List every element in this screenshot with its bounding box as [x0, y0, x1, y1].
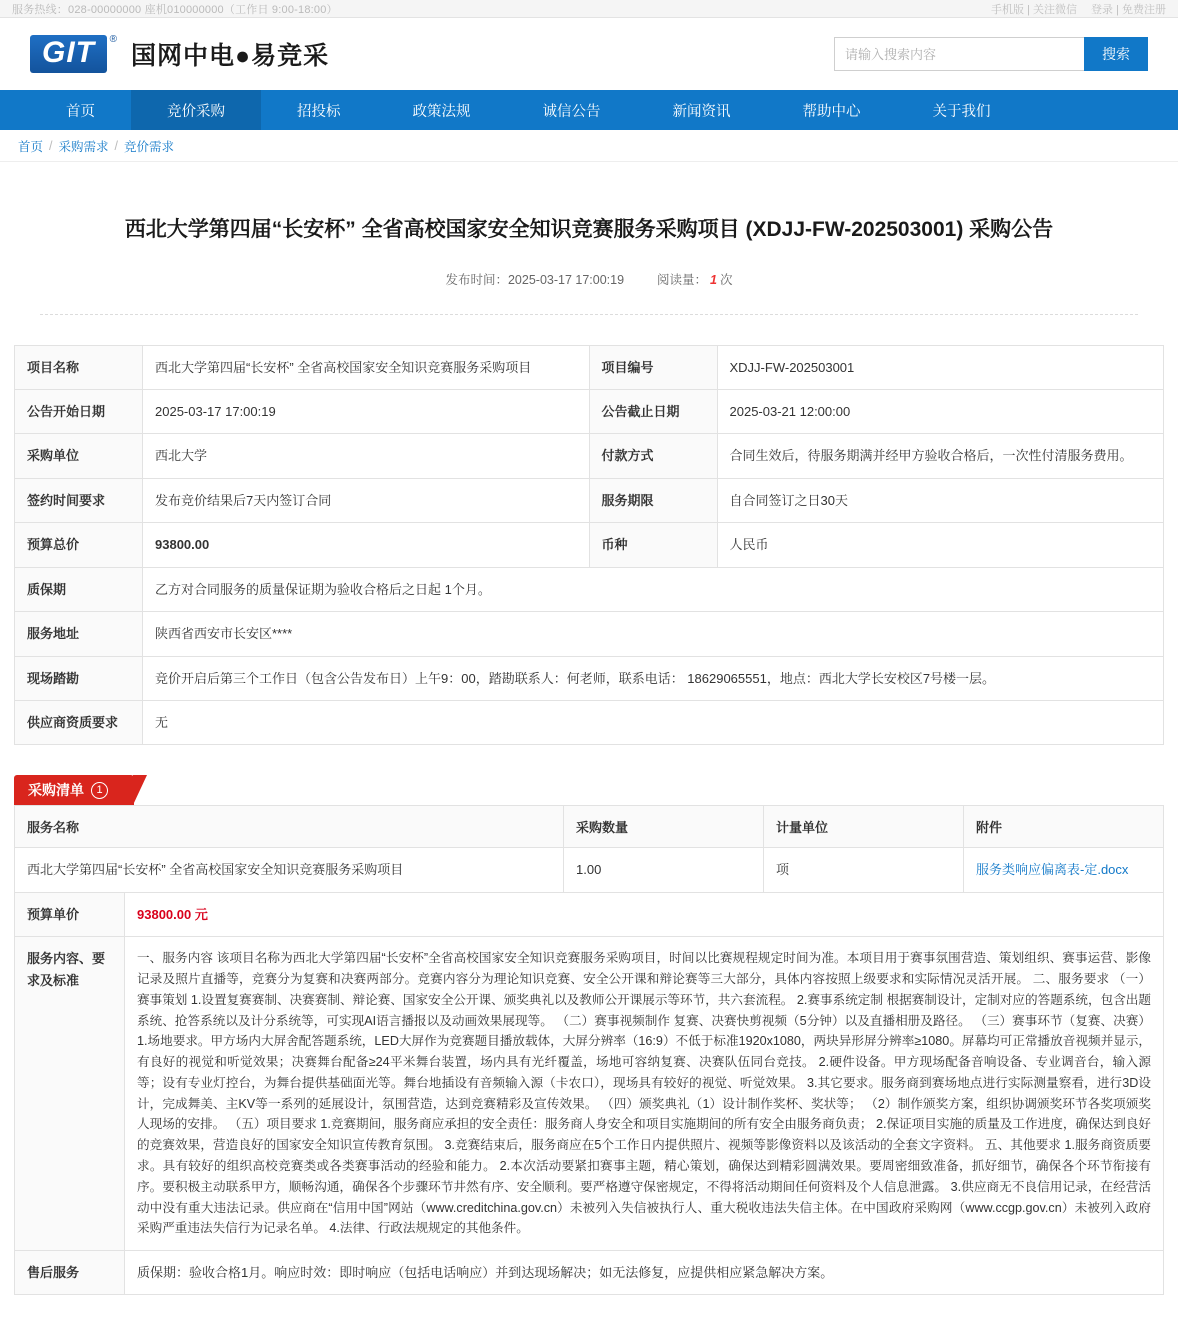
table-row — [15, 434, 1164, 478]
value-budget-unit-price: 93800.00 元 — [125, 892, 1164, 936]
label-payment-method: 付款方式 — [589, 434, 717, 478]
cell-quantity: 1.00 — [564, 848, 764, 892]
announcement-card — [0, 162, 1178, 315]
value-service-period: 自合同签订之日30天 — [717, 478, 1164, 522]
nav-item-help[interactable]: 帮助中心 — [802, 103, 861, 120]
label-signing-time: 签约时间要求 — [15, 478, 143, 522]
search-area — [834, 37, 1148, 71]
table-row — [15, 1251, 1164, 1295]
table-row — [15, 389, 1164, 433]
column-service-name: 服务名称 — [15, 806, 564, 848]
value-service-content: 一、服务内容 该项目名称为西北大学第四届“长安杯”全省高校国家安全知识竞赛服务采购项目，时间以比赛规程规定时间为准。本项目用于赛事氛围营造、策划组织、赛事运营、影像记录及照片直播等，竞赛分为复赛和决赛两部分。竞赛内容分为理论知识竞赛、安全公开课和辩论赛等三大部分，具体内容按照上级要求和实际情况灵活开展。 二、服务要求 （一）赛事策划 1.设置复赛赛制、决赛赛制、辩论赛、国家安全公开课、颁奖典礼以及教师公开课展示等环节，共六套流程。 2.赛事系统定制 根据赛制设计，定制对应的答题系统，包含出题系统、抢答系统以及计分系统等，可实现AI语言播报以及动画效果展现等。 （二）赛事视频制作 复赛、决赛快剪视频（5分钟）以及直播相册及路径。 （三）赛事环节（复赛、决赛）1.场地要求。甲方场内大屏舍配答题系统，LED大屏作为竞赛题目播放载体，大屏分辨率（16:9）不低于标准1920x1080，两块异形屏分辨率≥1080。屏幕均可正常播放音视频并显示，有良好的视觉和听觉效果；决赛舞台配备≥24平米舞台装置，场内具有光纤覆盖，场地可容纳复赛、决赛队伍同台竞技。 2.硬件设备。甲方现场配备音响设备、专业调音台，输入源等；设有专业灯控台，为舞台提供基础面光等。舞台地插设有音频输入源（卡农口），现场具有较好的视觉、听觉效果。 3.其它要求。服务商到赛场地点进行实际测量察看，进行3D设计，完成舞美、主KV等一系列的延展设计，氛围营造，达到竞赛精彩及宣传效果。 （四）颁奖典礼（1）设计制作奖杯、奖状等； （2）制作颁奖方案，组织协调颁奖环节各奖项颁奖人现场的安排。 （五）项目要求 1.竞赛期间，服务商应承担的安全责任：服务商人身安全和项目实施期间的所有安全由服务商负责； 2.保证项目实施的质量及工作进度，确保达到良好的竞赛效果，营造良好的国家安全知识宣传教育氛围。 3.竞赛结束后，服务商应在5个工作日内提供照片、视频等影像资料以及该活动的全套文字资料。 五、其他要求 1.服务商资质要求。具有较好的组织高校竞赛类或各类赛事活动的经验和能力。 2.本次活动要紧扣赛事主题，精心策划，确保达到精彩圆满效果。要周密细致准备，抓好细节，确保各个环节衔接有序。要积极主动联系甲方，顺畅沟通，确保各个步骤环节井然有序、安全顺利。要严格遵守保密规定，不得将活动期间任何资料及个人信息泄露。 3.供应商无不良信用记录，在经营活动中没有重大违法记录。供应商在“信用中国”网站（www.creditchina.gov.cn）未被列入失信被执行人、重大税收违法失信主体。在中国政府采购网（www.ccgp.gov.cn）未被列入政府采购严重违法失信行为记录名单。 4.法律、行政法规规定的其他条件。 — [125, 937, 1164, 1251]
registered-trademark-icon: ® — [109, 34, 118, 45]
table-row — [15, 567, 1164, 611]
breadcrumb-separator: / — [49, 138, 53, 153]
article-meta — [30, 246, 1148, 314]
value-total-budget: 93800.00 — [143, 523, 590, 567]
breadcrumb-item-bidding-demand[interactable]: 竞价需求 — [124, 139, 175, 154]
search-input[interactable] — [834, 37, 1084, 71]
nav-item-bidding-procurement[interactable]: 竞价采购 — [131, 90, 261, 130]
label-service-address: 服务地址 — [15, 612, 143, 656]
project-info-table — [14, 345, 1164, 746]
logo-mark — [30, 34, 118, 73]
value-signing-time: 发布竞价结果后7天内签订合同 — [143, 478, 590, 522]
value-currency: 人民币 — [717, 523, 1164, 567]
info-table-wrap — [0, 315, 1178, 746]
nav-item-policy[interactable]: 政策法规 — [412, 103, 471, 120]
label-site-survey: 现场踏勘 — [15, 656, 143, 700]
purchase-list-tab-label: 采购清单 — [28, 782, 84, 799]
attachment-link[interactable]: 服务类响应偏离表-定.docx — [976, 862, 1129, 878]
label-start-date: 公告开始日期 — [15, 389, 143, 433]
logo-title: 国网中电●易竞采 — [131, 42, 330, 70]
breadcrumb-separator: / — [114, 138, 118, 153]
table-row — [15, 656, 1164, 700]
breadcrumb — [0, 130, 1178, 162]
utility-link-login[interactable]: 登录 | 免费注册 — [1091, 3, 1166, 16]
label-currency: 币种 — [589, 523, 717, 567]
column-attachment: 附件 — [964, 806, 1164, 848]
purchase-list-count-badge: 1 — [91, 782, 108, 799]
utility-bar — [0, 0, 1178, 18]
cell-service-name: 西北大学第四届“长安杯” 全省高校国家安全知识竞赛服务采购项目 — [15, 848, 564, 892]
value-after-sales: 质保期：验收合格1月。响应时效：即时响应（包括电话响应）并到达现场解决；如无法修复，应提供相应紧急解决方案。 — [125, 1251, 1164, 1295]
column-unit: 计量单位 — [764, 806, 964, 848]
table-row — [15, 612, 1164, 656]
publish-time-label: 发布时间： — [445, 272, 508, 287]
site-header — [0, 18, 1178, 90]
value-project-name: 西北大学第四届“长安杯” 全省高校国家安全知识竞赛服务采购项目 — [143, 345, 590, 389]
value-service-address: 陕西省西安市长安区**** — [143, 612, 1164, 656]
search-button[interactable]: 搜索 — [1084, 37, 1148, 71]
cell-unit: 项 — [764, 848, 964, 892]
views-label: 阅读量： — [657, 272, 708, 287]
value-purchaser: 西北大学 — [143, 434, 590, 478]
views-count: 1 — [710, 272, 717, 287]
service-hotline-text: 服务热线：028-00000000 座机010000000（工作日 9:00-18:00） — [12, 3, 338, 16]
table-row — [15, 523, 1164, 567]
purchase-list-tab[interactable] — [14, 775, 134, 805]
nav-item-tender[interactable]: 招投标 — [297, 103, 341, 120]
value-start-date: 2025-03-17 17:00:19 — [143, 389, 590, 433]
site-logo[interactable] — [30, 35, 329, 73]
label-service-content: 服务内容、要求及标准 — [15, 937, 125, 1251]
purchase-list-table — [14, 805, 1164, 1295]
label-warranty: 质保期 — [15, 567, 143, 611]
value-payment-method: 合同生效后，待服务期满并经甲方验收合格后，一次性付清服务费用。 — [717, 434, 1164, 478]
label-end-date: 公告截止日期 — [589, 389, 717, 433]
views-unit: 次 — [720, 272, 733, 287]
label-purchaser: 采购单位 — [15, 434, 143, 478]
purchase-list-header — [14, 775, 1164, 805]
table-row — [15, 345, 1164, 389]
label-after-sales: 售后服务 — [15, 1251, 125, 1295]
nav-item-news[interactable]: 新闻资讯 — [672, 103, 731, 120]
table-row — [15, 848, 1164, 892]
table-row — [15, 937, 1164, 1251]
logo-mark-text: GIT — [42, 36, 95, 69]
nav-item-about[interactable]: 关于我们 — [932, 103, 991, 120]
utility-links[interactable] — [991, 1, 1166, 17]
nav-item-credit-notice[interactable]: 诚信公告 — [542, 103, 601, 120]
page-title: 西北大学第四届“长安杯” 全省高校国家安全知识竞赛服务采购项目 (XDJJ-FW-202503001) 采购公告 — [124, 218, 1054, 241]
table-row — [15, 701, 1164, 745]
label-total-budget: 预算总价 — [15, 523, 143, 567]
main-nav — [0, 90, 1178, 130]
value-warranty: 乙方对合同服务的质量保证期为验收合格后之日起 1个月。 — [143, 567, 1164, 611]
value-site-survey: 竞价开启后第三个工作日（包含公告发布日）上午9：00，踏勘联系人：何老师，联系电话： 18629065551，地点：西北大学长安校区7号楼一层。 — [143, 656, 1164, 700]
cell-attachment — [964, 848, 1164, 892]
value-end-date: 2025-03-21 12:00:00 — [717, 389, 1164, 433]
value-supplier-qualification: 无 — [143, 701, 1164, 745]
publish-time-value: 2025-03-17 17:00:19 — [507, 272, 625, 287]
column-quantity: 采购数量 — [564, 806, 764, 848]
breadcrumb-item-home[interactable]: 首页 — [18, 139, 44, 154]
breadcrumb-item-purchase-demand[interactable]: 采购需求 — [58, 139, 109, 154]
label-budget-unit-price: 预算单价 — [15, 892, 125, 936]
label-project-name: 项目名称 — [15, 345, 143, 389]
label-project-number: 项目编号 — [589, 345, 717, 389]
table-row — [15, 892, 1164, 936]
table-row — [15, 478, 1164, 522]
label-supplier-qualification: 供应商资质要求 — [15, 701, 143, 745]
utility-link-mobile[interactable]: 手机版 | 关注微信 — [991, 3, 1078, 16]
table-header-row — [15, 806, 1164, 848]
value-project-number: XDJJ-FW-202503001 — [717, 345, 1164, 389]
nav-item-home[interactable]: 首页 — [66, 103, 95, 120]
label-service-period: 服务期限 — [589, 478, 717, 522]
